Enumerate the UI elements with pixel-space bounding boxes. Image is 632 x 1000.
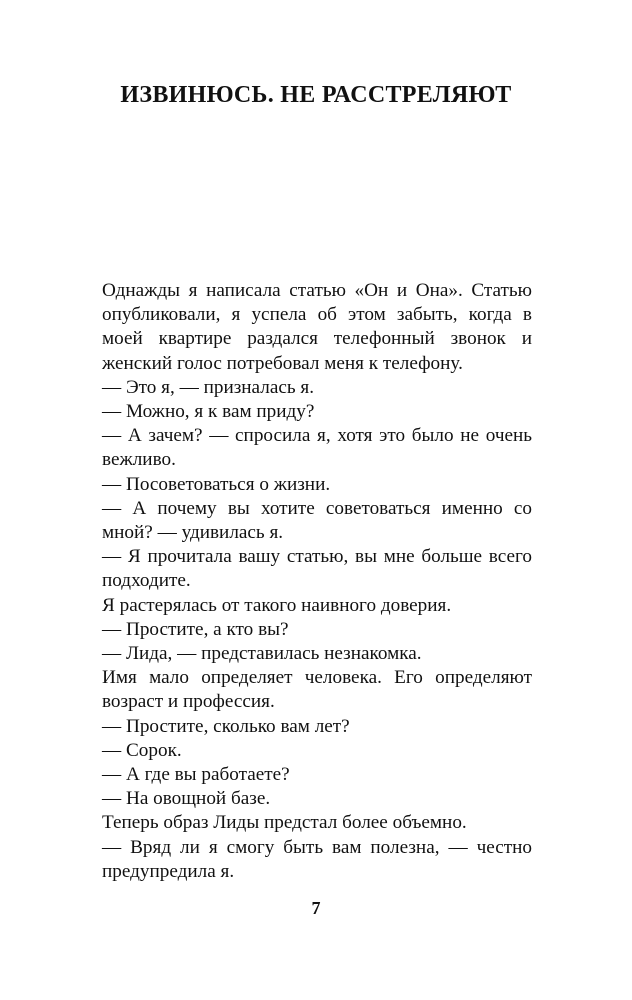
paragraph: — Я прочитала вашу статью, вы мне больше всего подходите. (102, 546, 532, 592)
chapter-title: ИЗВИНЮСЬ. НЕ РАССТРЕЛЯЮТ (120, 82, 512, 108)
paragraph: — На овощной базе. (102, 788, 271, 810)
paragraph: — А где вы работаете? (102, 764, 290, 786)
paragraph: — А зачем? — спросила я, хотя это было не очень вежливо. (102, 425, 532, 471)
body-text (102, 279, 532, 884)
paragraph: Однажды я написала статью «Он и Она». Статью опубликовали, я успела об этом забыть, когда в моей квартире раздался телефонный звонок и женский голос потребовал меня к телефону. (102, 280, 532, 374)
paragraph: — Лида, — представилась незнакомка. (102, 643, 422, 665)
paragraph: Теперь образ Лиды предстал более объемно. (102, 812, 467, 834)
paragraph: — Простите, сколько вам лет? (102, 715, 350, 737)
paragraph: — Посоветоваться о жизни. (102, 473, 331, 495)
paragraph: — Это я, — призналась я. (102, 376, 315, 398)
paragraph: — Вряд ли я смогу быть вам полезна, — честно предупредила я. (102, 836, 532, 882)
paragraph: Я растерялась от такого наивного доверия. (102, 594, 452, 616)
paragraph: — Можно, я к вам приду? (102, 401, 315, 423)
page-number: 7 (311, 898, 321, 918)
paragraph: — Простите, а кто вы? (102, 618, 289, 640)
paragraph: Имя мало определяет человека. Его определяют возраст и профессия. (102, 667, 532, 713)
paragraph: — А почему вы хотите советоваться именно со мной? — удивилась я. (102, 497, 532, 544)
paragraph: — Сорок. (102, 739, 182, 761)
